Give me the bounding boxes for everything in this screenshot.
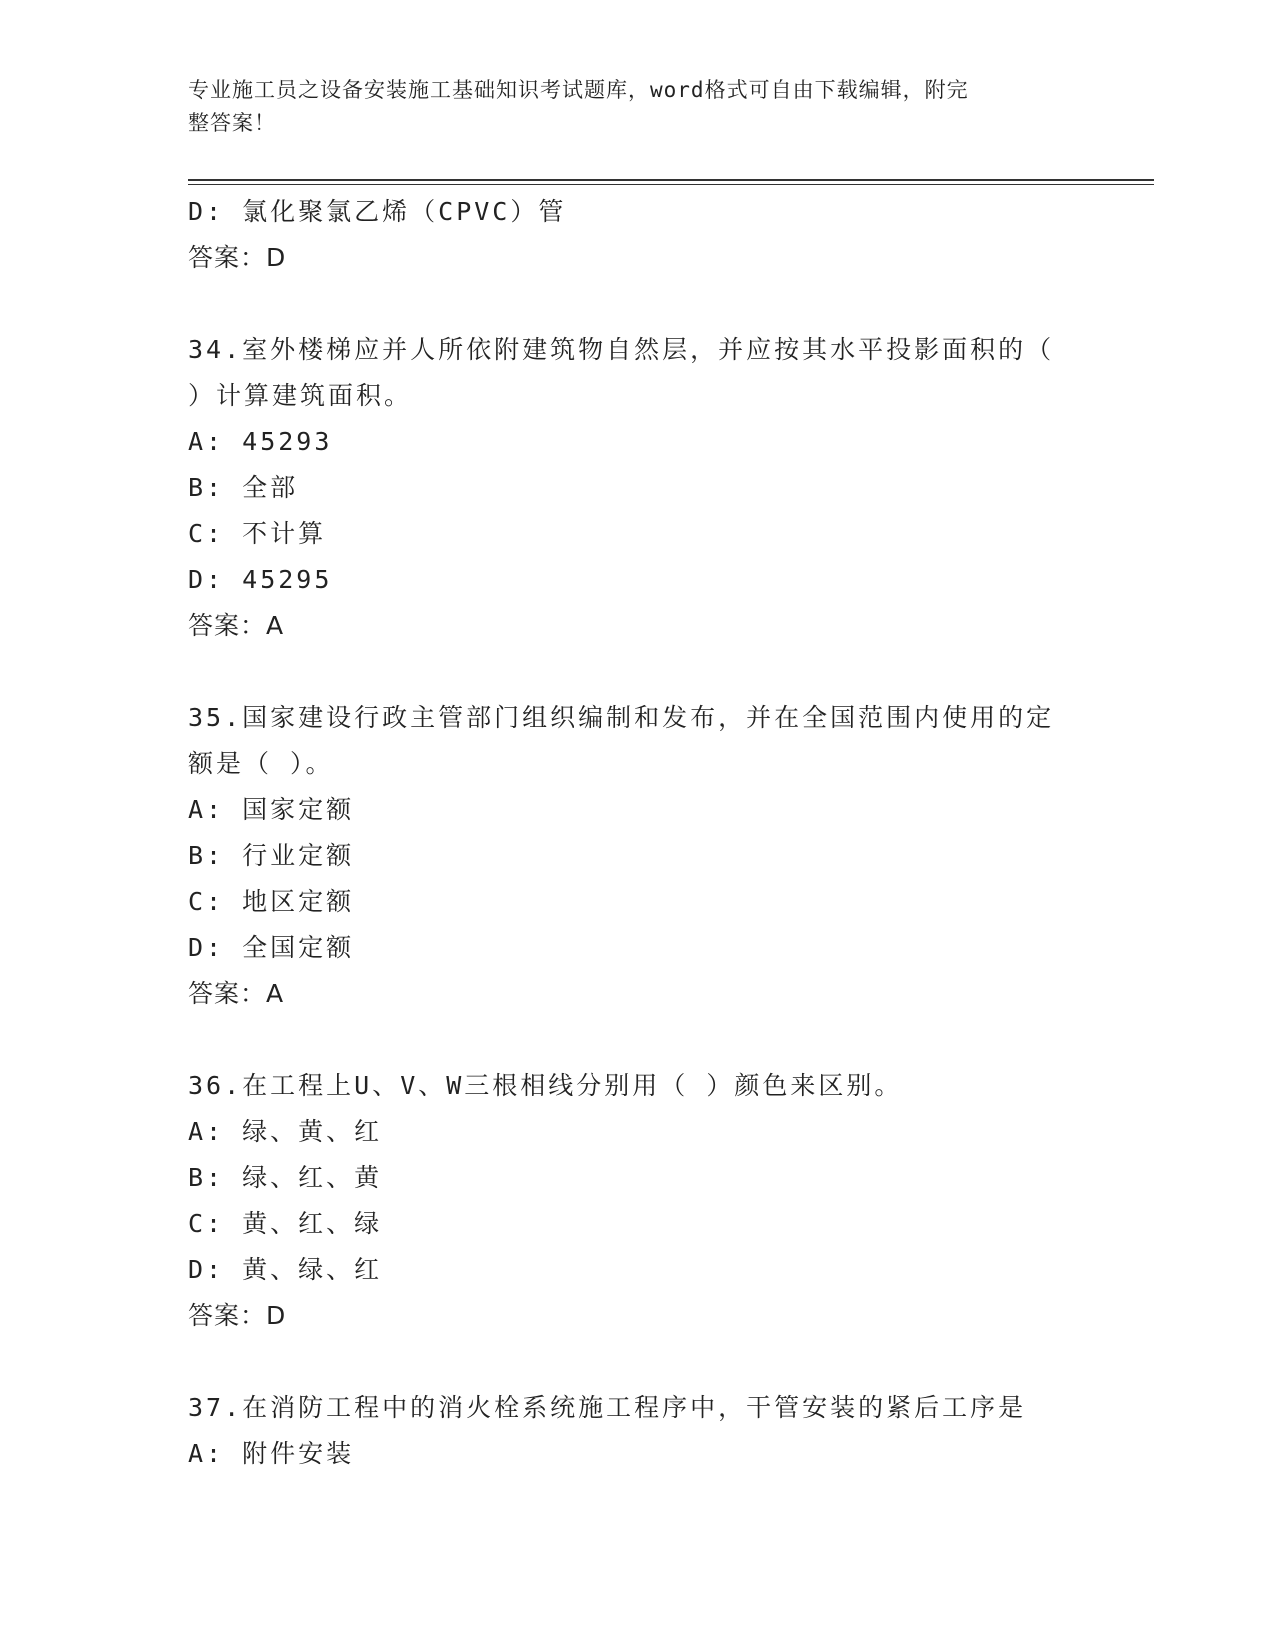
- question-stem-line: 34.室外楼梯应并人所依附建筑物自然层，并应按其水平投影面积的（: [188, 335, 1055, 364]
- question-stem-line: 36.在工程上U、V、W三根相线分别用（ ）颜色来区别。: [188, 1071, 903, 1100]
- option-a: A: 国家定额: [188, 795, 355, 824]
- question-stem-line: 37.在消防工程中的消火栓系统施工程序中，干管安装的紧后工序是: [188, 1393, 1027, 1422]
- answer-line: 答案：A: [188, 611, 285, 640]
- option-c: C: 地区定额: [188, 887, 355, 916]
- answer-line: 答案：D: [188, 243, 287, 272]
- option-a: A: 附件安装: [188, 1439, 355, 1468]
- spacer: [188, 1339, 1088, 1385]
- option-b: B: 行业定额: [188, 841, 355, 870]
- header-divider-thin: [188, 184, 1154, 185]
- option-d: D: 黄、绿、红: [188, 1255, 383, 1284]
- question-37: [188, 1385, 1088, 1477]
- option-d: D: 全国定额: [188, 933, 355, 962]
- question-36: [188, 1063, 1088, 1339]
- question-35: [188, 695, 1088, 1017]
- question-stem-line: 额是（ ）。: [188, 749, 334, 778]
- page-header: [188, 74, 1068, 140]
- spacer: [188, 649, 1088, 695]
- header-divider-thick: [188, 179, 1154, 181]
- spacer: [188, 1017, 1088, 1063]
- option-c: C: 不计算: [188, 519, 327, 548]
- option-c: C: 黄、红、绿: [188, 1209, 383, 1238]
- question-34: [188, 327, 1088, 649]
- option-d: D: 45295: [188, 565, 333, 594]
- answer-line: 答案：A: [188, 979, 285, 1008]
- spacer: [188, 281, 1088, 327]
- answer-line: 答案：D: [188, 1301, 287, 1330]
- question-stem-line: 35.国家建设行政主管部门组织编制和发布，并在全国范围内使用的定: [188, 703, 1055, 732]
- document-body: [188, 189, 1088, 1477]
- option-a: A: 绿、黄、红: [188, 1117, 383, 1146]
- option-d: D: 氯化聚氯乙烯（CPVC）管: [188, 197, 567, 226]
- option-b: B: 全部: [188, 473, 299, 502]
- question-stem-line: ）计算建筑面积。: [188, 381, 413, 410]
- header-line-1: 专业施工员之设备安装施工基础知识考试题库，word格式可自由下载编辑，附完: [188, 78, 969, 102]
- option-a: A: 45293: [188, 427, 333, 456]
- option-b: B: 绿、红、黄: [188, 1163, 383, 1192]
- header-line-2: 整答案！: [188, 111, 276, 135]
